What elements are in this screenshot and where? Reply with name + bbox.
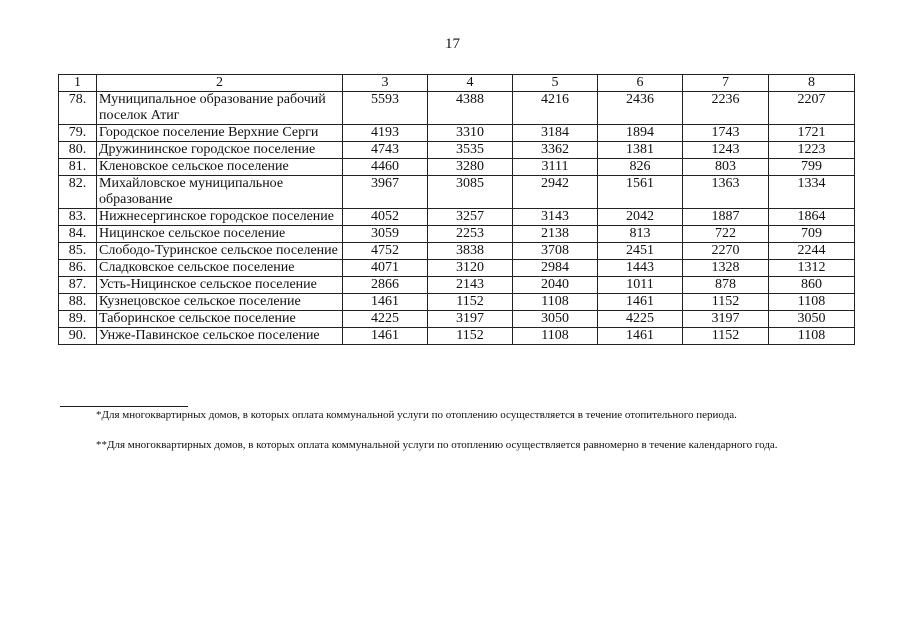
settlement-name: Нижнесергинское городское поселение bbox=[97, 209, 343, 226]
data-table bbox=[58, 74, 855, 345]
value-cell-col-6: 1894 bbox=[598, 125, 683, 142]
table-row bbox=[59, 142, 855, 159]
value-cell-col-6: 826 bbox=[598, 159, 683, 176]
value-cell-col-8: 2207 bbox=[769, 92, 855, 125]
value-cell-col-6: 2042 bbox=[598, 209, 683, 226]
value-cell-col-5: 2942 bbox=[513, 176, 598, 209]
row-number: 78. bbox=[59, 92, 97, 125]
value-cell-col-7: 1152 bbox=[683, 294, 769, 311]
value-cell-col-5: 3050 bbox=[513, 311, 598, 328]
value-cell-col-3: 4193 bbox=[343, 125, 428, 142]
value-cell-col-7: 803 bbox=[683, 159, 769, 176]
table-row bbox=[59, 328, 855, 345]
value-cell-col-7: 1887 bbox=[683, 209, 769, 226]
value-cell-col-6: 1443 bbox=[598, 260, 683, 277]
value-cell-col-6: 1381 bbox=[598, 142, 683, 159]
value-cell-col-4: 3197 bbox=[428, 311, 513, 328]
settlement-name: Ницинское сельское поселение bbox=[97, 226, 343, 243]
value-cell-col-4: 4388 bbox=[428, 92, 513, 125]
settlement-name: Таборинское сельское поселение bbox=[97, 311, 343, 328]
column-header: 7 bbox=[683, 75, 769, 92]
value-cell-col-4: 3280 bbox=[428, 159, 513, 176]
value-cell-col-7: 1363 bbox=[683, 176, 769, 209]
row-number: 83. bbox=[59, 209, 97, 226]
table-row bbox=[59, 209, 855, 226]
value-cell-col-4: 2143 bbox=[428, 277, 513, 294]
table-row bbox=[59, 260, 855, 277]
value-cell-col-4: 3838 bbox=[428, 243, 513, 260]
value-cell-col-5: 3111 bbox=[513, 159, 598, 176]
table-row bbox=[59, 277, 855, 294]
value-cell-col-3: 4460 bbox=[343, 159, 428, 176]
value-cell-col-4: 3120 bbox=[428, 260, 513, 277]
value-cell-col-6: 813 bbox=[598, 226, 683, 243]
row-number: 81. bbox=[59, 159, 97, 176]
column-header: 8 bbox=[769, 75, 855, 92]
value-cell-col-4: 3535 bbox=[428, 142, 513, 159]
value-cell-col-7: 722 bbox=[683, 226, 769, 243]
value-cell-col-4: 2253 bbox=[428, 226, 513, 243]
value-cell-col-3: 4071 bbox=[343, 260, 428, 277]
column-header: 2 bbox=[97, 75, 343, 92]
value-cell-col-3: 3059 bbox=[343, 226, 428, 243]
value-cell-col-8: 1108 bbox=[769, 328, 855, 345]
value-cell-col-8: 1721 bbox=[769, 125, 855, 142]
row-number: 89. bbox=[59, 311, 97, 328]
value-cell-col-6: 4225 bbox=[598, 311, 683, 328]
value-cell-col-8: 1223 bbox=[769, 142, 855, 159]
value-cell-col-5: 2138 bbox=[513, 226, 598, 243]
value-cell-col-5: 1108 bbox=[513, 328, 598, 345]
row-number: 84. bbox=[59, 226, 97, 243]
value-cell-col-5: 2984 bbox=[513, 260, 598, 277]
value-cell-col-6: 1011 bbox=[598, 277, 683, 294]
column-header: 4 bbox=[428, 75, 513, 92]
value-cell-col-8: 3050 bbox=[769, 311, 855, 328]
value-cell-col-6: 2436 bbox=[598, 92, 683, 125]
value-cell-col-7: 3197 bbox=[683, 311, 769, 328]
table-row bbox=[59, 294, 855, 311]
page-number: 17 bbox=[445, 36, 460, 52]
settlement-name: Дружининское городское поселение bbox=[97, 142, 343, 159]
row-number: 88. bbox=[59, 294, 97, 311]
value-cell-col-8: 860 bbox=[769, 277, 855, 294]
row-number: 82. bbox=[59, 176, 97, 209]
value-cell-col-7: 1152 bbox=[683, 328, 769, 345]
value-cell-col-8: 1108 bbox=[769, 294, 855, 311]
row-number: 86. bbox=[59, 260, 97, 277]
value-cell-col-7: 1243 bbox=[683, 142, 769, 159]
settlement-name: Муниципальное образование рабочий поселок Атиг bbox=[97, 92, 343, 125]
value-cell-col-5: 3184 bbox=[513, 125, 598, 142]
settlement-name: Унже-Павинское сельское поселение bbox=[97, 328, 343, 345]
value-cell-col-5: 3143 bbox=[513, 209, 598, 226]
value-cell-col-3: 1461 bbox=[343, 294, 428, 311]
value-cell-col-6: 1561 bbox=[598, 176, 683, 209]
table-row bbox=[59, 92, 855, 125]
table-header-row bbox=[59, 75, 855, 92]
footnote-divider bbox=[60, 406, 188, 407]
value-cell-col-8: 1334 bbox=[769, 176, 855, 209]
table-row bbox=[59, 226, 855, 243]
value-cell-col-8: 2244 bbox=[769, 243, 855, 260]
table-row bbox=[59, 125, 855, 142]
value-cell-col-4: 3257 bbox=[428, 209, 513, 226]
value-cell-col-3: 2866 bbox=[343, 277, 428, 294]
table-row bbox=[59, 159, 855, 176]
row-number: 79. bbox=[59, 125, 97, 142]
footnote-heating-season: *Для многоквартирных домов, в которых оплата коммунальной услуги по отоплению осуществляется в течение отопительного периода. bbox=[96, 409, 737, 421]
value-cell-col-4: 3085 bbox=[428, 176, 513, 209]
value-cell-col-3: 4743 bbox=[343, 142, 428, 159]
value-cell-col-8: 799 bbox=[769, 159, 855, 176]
value-cell-col-3: 4752 bbox=[343, 243, 428, 260]
value-cell-col-4: 1152 bbox=[428, 328, 513, 345]
column-header: 6 bbox=[598, 75, 683, 92]
column-header: 1 bbox=[59, 75, 97, 92]
column-header: 5 bbox=[513, 75, 598, 92]
value-cell-col-3: 1461 bbox=[343, 328, 428, 345]
settlement-name: Сладковское сельское поселение bbox=[97, 260, 343, 277]
settlement-name: Усть-Ницинское сельское поселение bbox=[97, 277, 343, 294]
row-number: 90. bbox=[59, 328, 97, 345]
column-header: 3 bbox=[343, 75, 428, 92]
value-cell-col-7: 1743 bbox=[683, 125, 769, 142]
settlement-name: Михайловское муниципальное образование bbox=[97, 176, 343, 209]
value-cell-col-8: 1312 bbox=[769, 260, 855, 277]
table-row bbox=[59, 176, 855, 209]
footnote-calendar-year: **Для многоквартирных домов, в которых оплата коммунальной услуги по отоплению осуществляется равномерно в течение календарного года. bbox=[96, 439, 778, 451]
table-row bbox=[59, 311, 855, 328]
value-cell-col-7: 2270 bbox=[683, 243, 769, 260]
row-number: 80. bbox=[59, 142, 97, 159]
value-cell-col-7: 1328 bbox=[683, 260, 769, 277]
value-cell-col-6: 2451 bbox=[598, 243, 683, 260]
value-cell-col-4: 1152 bbox=[428, 294, 513, 311]
value-cell-col-5: 1108 bbox=[513, 294, 598, 311]
settlement-name: Городское поселение Верхние Серги bbox=[97, 125, 343, 142]
value-cell-col-8: 709 bbox=[769, 226, 855, 243]
value-cell-col-3: 3967 bbox=[343, 176, 428, 209]
value-cell-col-6: 1461 bbox=[598, 294, 683, 311]
value-cell-col-3: 4052 bbox=[343, 209, 428, 226]
value-cell-col-6: 1461 bbox=[598, 328, 683, 345]
value-cell-col-5: 4216 bbox=[513, 92, 598, 125]
settlement-name: Слободо-Туринское сельское поселение bbox=[97, 243, 343, 260]
table-row bbox=[59, 243, 855, 260]
value-cell-col-7: 878 bbox=[683, 277, 769, 294]
value-cell-col-3: 5593 bbox=[343, 92, 428, 125]
value-cell-col-3: 4225 bbox=[343, 311, 428, 328]
value-cell-col-5: 3362 bbox=[513, 142, 598, 159]
value-cell-col-7: 2236 bbox=[683, 92, 769, 125]
value-cell-col-8: 1864 bbox=[769, 209, 855, 226]
row-number: 87. bbox=[59, 277, 97, 294]
value-cell-col-5: 3708 bbox=[513, 243, 598, 260]
row-number: 85. bbox=[59, 243, 97, 260]
settlement-name: Кузнецовское сельское поселение bbox=[97, 294, 343, 311]
value-cell-col-5: 2040 bbox=[513, 277, 598, 294]
settlement-name: Кленовское сельское поселение bbox=[97, 159, 343, 176]
value-cell-col-4: 3310 bbox=[428, 125, 513, 142]
